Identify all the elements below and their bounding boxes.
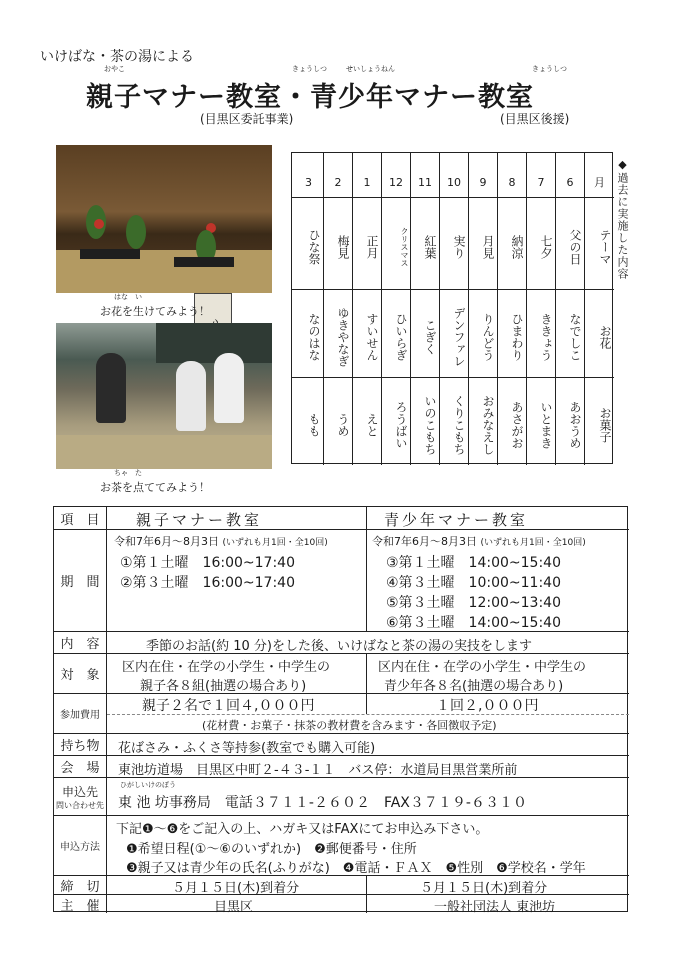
venue-label: 会 場	[54, 756, 107, 777]
month-cell: 2	[334, 175, 342, 189]
header-column	[584, 153, 614, 465]
col-seishonen: 青少年マナー教室	[384, 511, 529, 529]
month-cell: 12	[389, 175, 403, 189]
period-right: 令和7年6月～8月3日 (いずれも月1回・全10回)	[372, 535, 586, 548]
month-column	[439, 153, 468, 465]
content-row	[54, 631, 629, 653]
session-2: ②第３土曜 16:00~17:40	[120, 575, 295, 591]
theme-cell: 梅見	[336, 235, 350, 259]
caption-ruby: はな い	[114, 293, 142, 301]
person	[176, 361, 206, 431]
sweets-cell: あさがお	[510, 401, 524, 449]
sweets-cell: いのこもち	[423, 395, 437, 455]
divider	[366, 895, 367, 913]
deadline-label: 締 切	[54, 876, 107, 894]
header-month: 月	[594, 176, 605, 189]
month-column	[352, 153, 381, 465]
target-left-1: 区内在住・在学の小学生・中学生の	[122, 660, 331, 675]
item-label: 項 目	[54, 507, 107, 529]
method-text-1: 下記❶～❻をご記入の上、ハガキ又はFAXにてお申込み下さい。	[116, 822, 489, 837]
month-cell: 8	[508, 175, 516, 189]
sweets-cell: おみなえし	[481, 395, 495, 455]
theme-cell: 納涼	[510, 235, 524, 259]
month-cell: 10	[447, 175, 461, 189]
subtitle: いけばな・茶の湯による	[40, 49, 194, 65]
window	[156, 323, 272, 363]
past-content-note: ◆過去に実施した内容	[616, 158, 629, 280]
page-title: 親子マナー教室・青少年マナー教室	[86, 82, 534, 113]
target-right-1: 区内在住・在学の小学生・中学生の	[378, 660, 587, 675]
method-row	[54, 815, 629, 875]
bring-label: 持ち物	[54, 734, 107, 755]
flower-cell: りんどう	[481, 313, 495, 361]
ruby-seishonen: せいしょうねん	[346, 65, 395, 73]
theme-cell: 七夕	[539, 235, 553, 259]
month-column	[497, 153, 526, 465]
header-flower: お花	[598, 325, 612, 349]
month-cell: 7	[537, 175, 545, 189]
divider	[366, 507, 367, 529]
theme-cell: ひな祭	[307, 229, 321, 265]
caption-ruby: ちゃ た	[114, 469, 142, 477]
period-row	[54, 529, 629, 631]
target-left-2: 親子各８組(抽選の場合あり)	[140, 679, 307, 694]
past-content-table	[291, 152, 613, 464]
ikebana-photo	[56, 145, 272, 293]
theme-cell: クリスマス	[400, 227, 409, 267]
fee-right: １回２,０００円	[436, 698, 539, 714]
method-label: 申込方法	[54, 816, 107, 875]
host-right: 一般社団法人 東池坊	[434, 900, 556, 915]
month-cell: 11	[418, 175, 432, 189]
deadline-right: ５月１５日(木)到着分	[420, 881, 548, 896]
col-oyako: 親子マナー教室	[136, 511, 263, 529]
theme-cell: 父の日	[568, 229, 582, 265]
month-column	[555, 153, 584, 465]
divider	[366, 654, 367, 693]
month-column	[468, 153, 497, 465]
fee-label: 参加費用	[54, 694, 107, 733]
sweets-cell: ろうばい	[394, 401, 408, 449]
period-label: 期 間	[54, 530, 107, 631]
apply-to-text: 東 池 坊事務局 電話３７１１-２６０２ FAX３７１９-６３１０	[118, 795, 527, 811]
month-cell: 3	[305, 175, 312, 189]
bring-text: 花ばさみ・ふくさ等持参(教室でも購入可能)	[118, 741, 376, 756]
month-column	[410, 153, 439, 465]
flower-cell: なのはな	[307, 313, 321, 361]
target-right-2: 青少年各８名(抽選の場合あり)	[384, 679, 564, 694]
deadline-left: ５月１５日(木)到着分	[172, 881, 300, 896]
period-left: 令和7年6月～8月3日 (いずれも月1回・全10回)	[114, 535, 328, 548]
tatami-floor	[56, 435, 272, 469]
org-note-right: (目黒区後援)	[500, 112, 570, 126]
flower-cell: すいせん	[365, 313, 379, 361]
target-row	[54, 653, 629, 693]
bring-row	[54, 733, 629, 755]
sweets-cell: もも	[307, 413, 321, 437]
flower-stand	[80, 249, 140, 259]
fee-row	[54, 693, 629, 733]
person	[214, 353, 244, 423]
month-cell: 1	[363, 175, 371, 189]
ruby-oyako: おやこ	[104, 65, 125, 73]
apply-to-row	[54, 777, 629, 815]
month-column	[381, 153, 410, 465]
ruby-kyoshitsu: きょうしつ	[532, 65, 567, 73]
flower-stand	[174, 257, 234, 267]
info-table	[53, 506, 628, 915]
flower-cell: ひいらぎ	[394, 313, 408, 361]
flower-cell: ひまわり	[510, 313, 524, 361]
session-6: ⑥第３土曜 14:00~15:40	[386, 615, 561, 631]
header-theme: テーマ	[598, 229, 612, 265]
sweets-cell: うめ	[336, 413, 350, 437]
month-cell: 9	[479, 175, 487, 189]
leaf-arrangement	[126, 215, 146, 249]
session-5: ⑤第３土曜 12:00~13:40	[386, 595, 561, 611]
flower-cell: ゆきやなぎ	[336, 307, 350, 367]
apply-to-label: 申込先 問い合わせ先	[54, 778, 107, 815]
flower-cell: こぎく	[423, 319, 437, 355]
month-column	[323, 153, 352, 465]
divider	[366, 876, 367, 894]
tea-ceremony-photo	[56, 323, 272, 469]
venue-text: 東池坊道場 目黒区中町２-４３-１１ バス停：水道局目黒営業所前	[118, 763, 518, 778]
host-row	[54, 894, 629, 913]
divider	[366, 694, 367, 714]
header-sweets: お菓子	[598, 407, 612, 443]
method-text-3: ❸親子又は青少年の氏名(ふりがな) ❹電話・ＦＡＸ ❺性別 ❻学校名・学年	[126, 861, 586, 876]
flower	[94, 219, 104, 229]
theme-cell: 月見	[481, 235, 495, 259]
caption-tea: お茶を点ててみよう！	[100, 481, 210, 494]
fee-note: (花材費・お菓子・抹茶の教材費を含みます・各回徴収予定)	[202, 719, 497, 732]
sweets-cell: あおうめ	[568, 401, 582, 449]
session-3: ③第１土曜 14:00~15:40	[386, 555, 561, 571]
apply-to-ruby: ひがしいけのぼう	[120, 781, 176, 789]
theme-cell: 紅葉	[423, 235, 437, 259]
target-label: 対 象	[54, 654, 107, 693]
sweets-cell: くりこもち	[452, 395, 466, 455]
person	[96, 353, 126, 423]
session-1: ①第１土曜 16:00~17:40	[120, 555, 295, 571]
venue-row	[54, 755, 629, 777]
flower-cell: ききょう	[539, 313, 553, 361]
org-note-left: (目黒区委託事業)	[200, 112, 294, 126]
month-column	[526, 153, 555, 465]
sweets-cell: いとまき	[539, 401, 553, 449]
month-column	[294, 153, 323, 465]
theme-cell: 正月	[365, 235, 379, 259]
theme-cell: 実り	[452, 235, 466, 259]
ruby-kyoshitsu: きょうしつ	[292, 65, 327, 73]
fee-left: 親子２名で１回４,０００円	[142, 698, 315, 714]
caption-ikebana: お花を生けてみよう！	[100, 305, 210, 318]
session-4: ④第３土曜 10:00~11:40	[386, 575, 561, 591]
flower-cell: なでしこ	[568, 313, 582, 361]
divider	[366, 530, 367, 631]
header-row	[54, 507, 629, 529]
content-label: 内 容	[54, 632, 107, 653]
sweets-cell: えと	[365, 413, 379, 437]
method-text-2: ❶希望日程(①～⑥のいずれか) ❷郵便番号・住所	[126, 842, 417, 857]
flower-cell: デンファレ	[452, 307, 466, 367]
host-label: 主 催	[54, 895, 107, 913]
content-text: 季節のお話(約 10 分)をした後、いけばなと茶の湯の実技をします	[146, 639, 532, 654]
deadline-row	[54, 875, 629, 894]
month-cell: 6	[566, 175, 574, 189]
host-left: 目黒区	[214, 900, 254, 915]
